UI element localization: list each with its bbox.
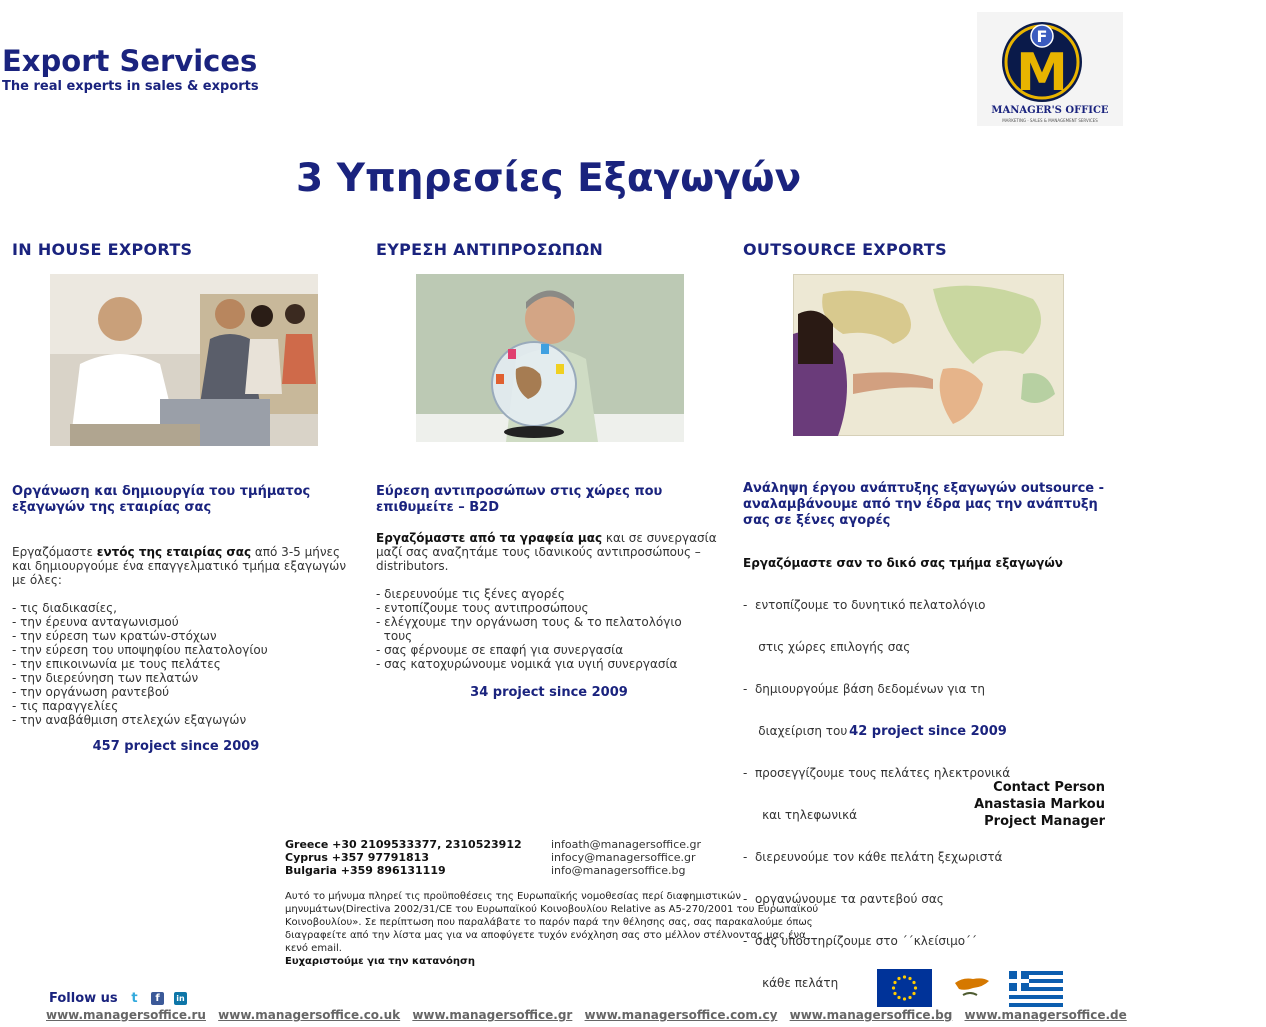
contact-label: Contact Person (993, 780, 1105, 795)
list-item: - εντοπίζουμε το δυνητικό πελατολόγιο (743, 598, 986, 612)
footer-link-ru[interactable]: www.managersoffice.ru (46, 1008, 206, 1022)
list-item: - την επικοινωνία με τους πελάτες (12, 657, 221, 671)
contact-name: Anastasia Markou (974, 797, 1105, 812)
intro-bold: εντός της εταιρίας σας (96, 545, 252, 559)
logo-subtext: MARKETING · SALES & MANAGEMENT SERVICES (1002, 118, 1098, 123)
office-team-photo (50, 274, 318, 446)
svg-text:M: M (1016, 43, 1068, 103)
list-item: - την εύρεση των κρατών-στόχων (12, 629, 217, 643)
phone-greece: Greece +30 2109533377, 2310523912 (285, 838, 522, 851)
column-heading-outsource: OUTSOURCE EXPORTS (743, 240, 947, 259)
intro-bold: Εργαζόμαστε σαν το δικό σας τμήμα εξαγωγών (743, 556, 1063, 570)
facebook-icon[interactable]: f (151, 992, 164, 1005)
list-item: - διερευνούμε τον κάθε πελάτη ξεχωριστά (743, 850, 1003, 864)
list-item: - οργανώνουμε τα ραντεβού σας (743, 892, 944, 906)
project-count-representatives: 34 project since 2009 (470, 685, 628, 700)
list-item: - την έρευνα ανταγωνισμού (12, 615, 179, 629)
contact-block (900, 779, 1105, 830)
list-item: διαχείριση του (743, 724, 848, 738)
phone-cyprus: Cyprus +357 97791813 (285, 851, 429, 864)
project-count-in-house: 457 project since 2009 (92, 739, 260, 754)
footer-link-uk[interactable]: www.managersoffice.co.uk (218, 1008, 401, 1022)
disclaimer-text: Αυτό το μήνυμα πληρεί τις προϋποθέσεις της Ευρωπαϊκής νομοθεσίας περί διαφημιστικών μηνυμάτων(Directiva 2002/31/CE του Ευρωπαϊκού Κοινοβουλίου Relative as A5-270/2001 του Ευρωπαϊκού Κοινοβουλίου». Σε περίπτωση που παραλάβατε το παρόν παρά την θέλησης σας, σας παρακαλούμε όπως διαγραφείτε από την λίστα μας για να αποφύγετε τυχόν ενόχληση σας στο μέλλον στέλνοντας μας ένα κενό email. (285, 891, 819, 954)
eu-flag-icon (877, 969, 932, 1007)
list-item: στις χώρες επιλογής σας (743, 640, 911, 654)
column-intro-in-house (12, 545, 357, 587)
list-item: κάθε πελάτη (743, 976, 839, 990)
footer-link-gr[interactable]: www.managersoffice.gr (412, 1008, 573, 1022)
brand-title: Export Services (2, 44, 258, 78)
list-item: - τις παραγγελίες (12, 699, 119, 713)
disclaimer-thanks: Ευχαριστούμε για την κατανόηση (285, 956, 475, 967)
list-item: - διερευνούμε τις ξένες αγορές (376, 587, 565, 601)
follow-us-label: Follow us (49, 991, 118, 1006)
phone-bulgaria: Bulgaria +359 896131119 (285, 864, 446, 877)
intro-post: από 3-5 μήνες και δημιουργούμε ένα επαγγελματικό τμήμα εξαγωγών με όλες: (12, 545, 347, 587)
twitter-icon[interactable]: t (128, 992, 141, 1005)
footer-link-bg[interactable]: www.managersoffice.bg (789, 1008, 953, 1022)
list-item: - δημιουργούμε βάση δεδομένων για τη (743, 682, 986, 696)
column-intro-outsource (743, 556, 1083, 570)
phone-list (285, 838, 522, 877)
footer-links (46, 1008, 1135, 1022)
intro-pre: Εργαζόμαστε (12, 545, 97, 559)
brand-tagline: The real experts in sales & exports (2, 79, 259, 94)
cyprus-flag-icon (943, 969, 998, 1007)
list-item: - ελέγχουμε την οργάνωση τους & το πελατολόγιο (376, 615, 682, 629)
column-body-in-house (12, 545, 357, 727)
intro-post: και σε συνεργασία μαζί σας αναζητάμε τους ιδανικούς αντιπροσώπους – distributors. (376, 531, 717, 573)
email-list (551, 838, 701, 877)
project-count-outsource: 42 project since 2009 (849, 724, 1007, 739)
list-item: - εντοπίζουμε τους αντιπροσώπους (376, 601, 589, 615)
page-title: 3 Υπηρεσίες Εξαγωγών (296, 156, 802, 201)
contact-role: Project Manager (984, 814, 1105, 829)
list-item: και τηλεφωνικά (743, 808, 858, 822)
footer-link-cy[interactable]: www.managersoffice.com.cy (584, 1008, 778, 1022)
email-link[interactable]: infocy@managersoffice.gr (551, 851, 696, 864)
intro-bold: Εργαζόμαστε από τα γραφεία μας (376, 531, 603, 545)
list-item: - προσεγγίζουμε τους πελάτες ηλεκτρονικά (743, 766, 1011, 780)
list-item: - σας υποστηρίζουμε στο ΄΄κλείσιμο΄΄ (743, 934, 978, 948)
list-item: τους (376, 629, 413, 643)
column-heading-in-house: IN HOUSE EXPORTS (12, 240, 193, 259)
greece-flag-icon (1009, 971, 1063, 1007)
column-lead-representatives: Εύρεση αντιπροσώπων στις χώρες που επιθυμείτε – B2D (376, 484, 663, 515)
list-item: - σας φέρνουμε σε επαφή για συνεργασία (376, 643, 624, 657)
column-intro-representatives (376, 531, 726, 573)
managers-office-logo[interactable] (977, 12, 1123, 126)
footer-link-de[interactable]: www.managersoffice.de (964, 1008, 1127, 1022)
linkedin-icon[interactable]: in (174, 992, 187, 1005)
email-link[interactable]: info@managersoffice.bg (551, 864, 686, 877)
column-heading-representatives: ΕΥΡΕΣΗ ΑΝΤΙΠΡΟΣΩΠΩΝ (376, 240, 604, 259)
woman-with-map-photo (793, 274, 1064, 436)
column-lead-in-house: Οργάνωση και δημιουργία του τμήματος εξαγωγών της εταιρίας σας (12, 484, 311, 515)
list-item: - την διερεύνηση των πελατών (12, 671, 199, 685)
email-link[interactable]: infoath@managersoffice.gr (551, 838, 702, 851)
logo-emblem-icon (977, 12, 1123, 107)
svg-text:F: F (1036, 27, 1048, 46)
legal-disclaimer (285, 890, 830, 968)
logo-wordmark: MANAGER'S OFFICE (991, 105, 1109, 116)
column-body-representatives (376, 531, 726, 671)
list-item: - την αναβάθμιση στελεχών εξαγωγών (12, 713, 247, 727)
list-item: - την οργάνωση ραντεβού (12, 685, 170, 699)
list-item: - την εύρεση του υποψηφίου πελατολογίου (12, 643, 268, 657)
man-with-globe-photo (416, 274, 684, 442)
column-lead-outsource: Ανάληψη έργου ανάπτυξης εξαγωγών outsource - αναλαμβάνουμε από την έδρα μας την ανάπτυξη σας σε ξένες αγορές (743, 481, 1105, 528)
list-item: - τις διαδικασίες, (12, 601, 117, 615)
list-item: - σας κατοχυρώνουμε νομικά για υγιή συνεργασία (376, 657, 678, 671)
